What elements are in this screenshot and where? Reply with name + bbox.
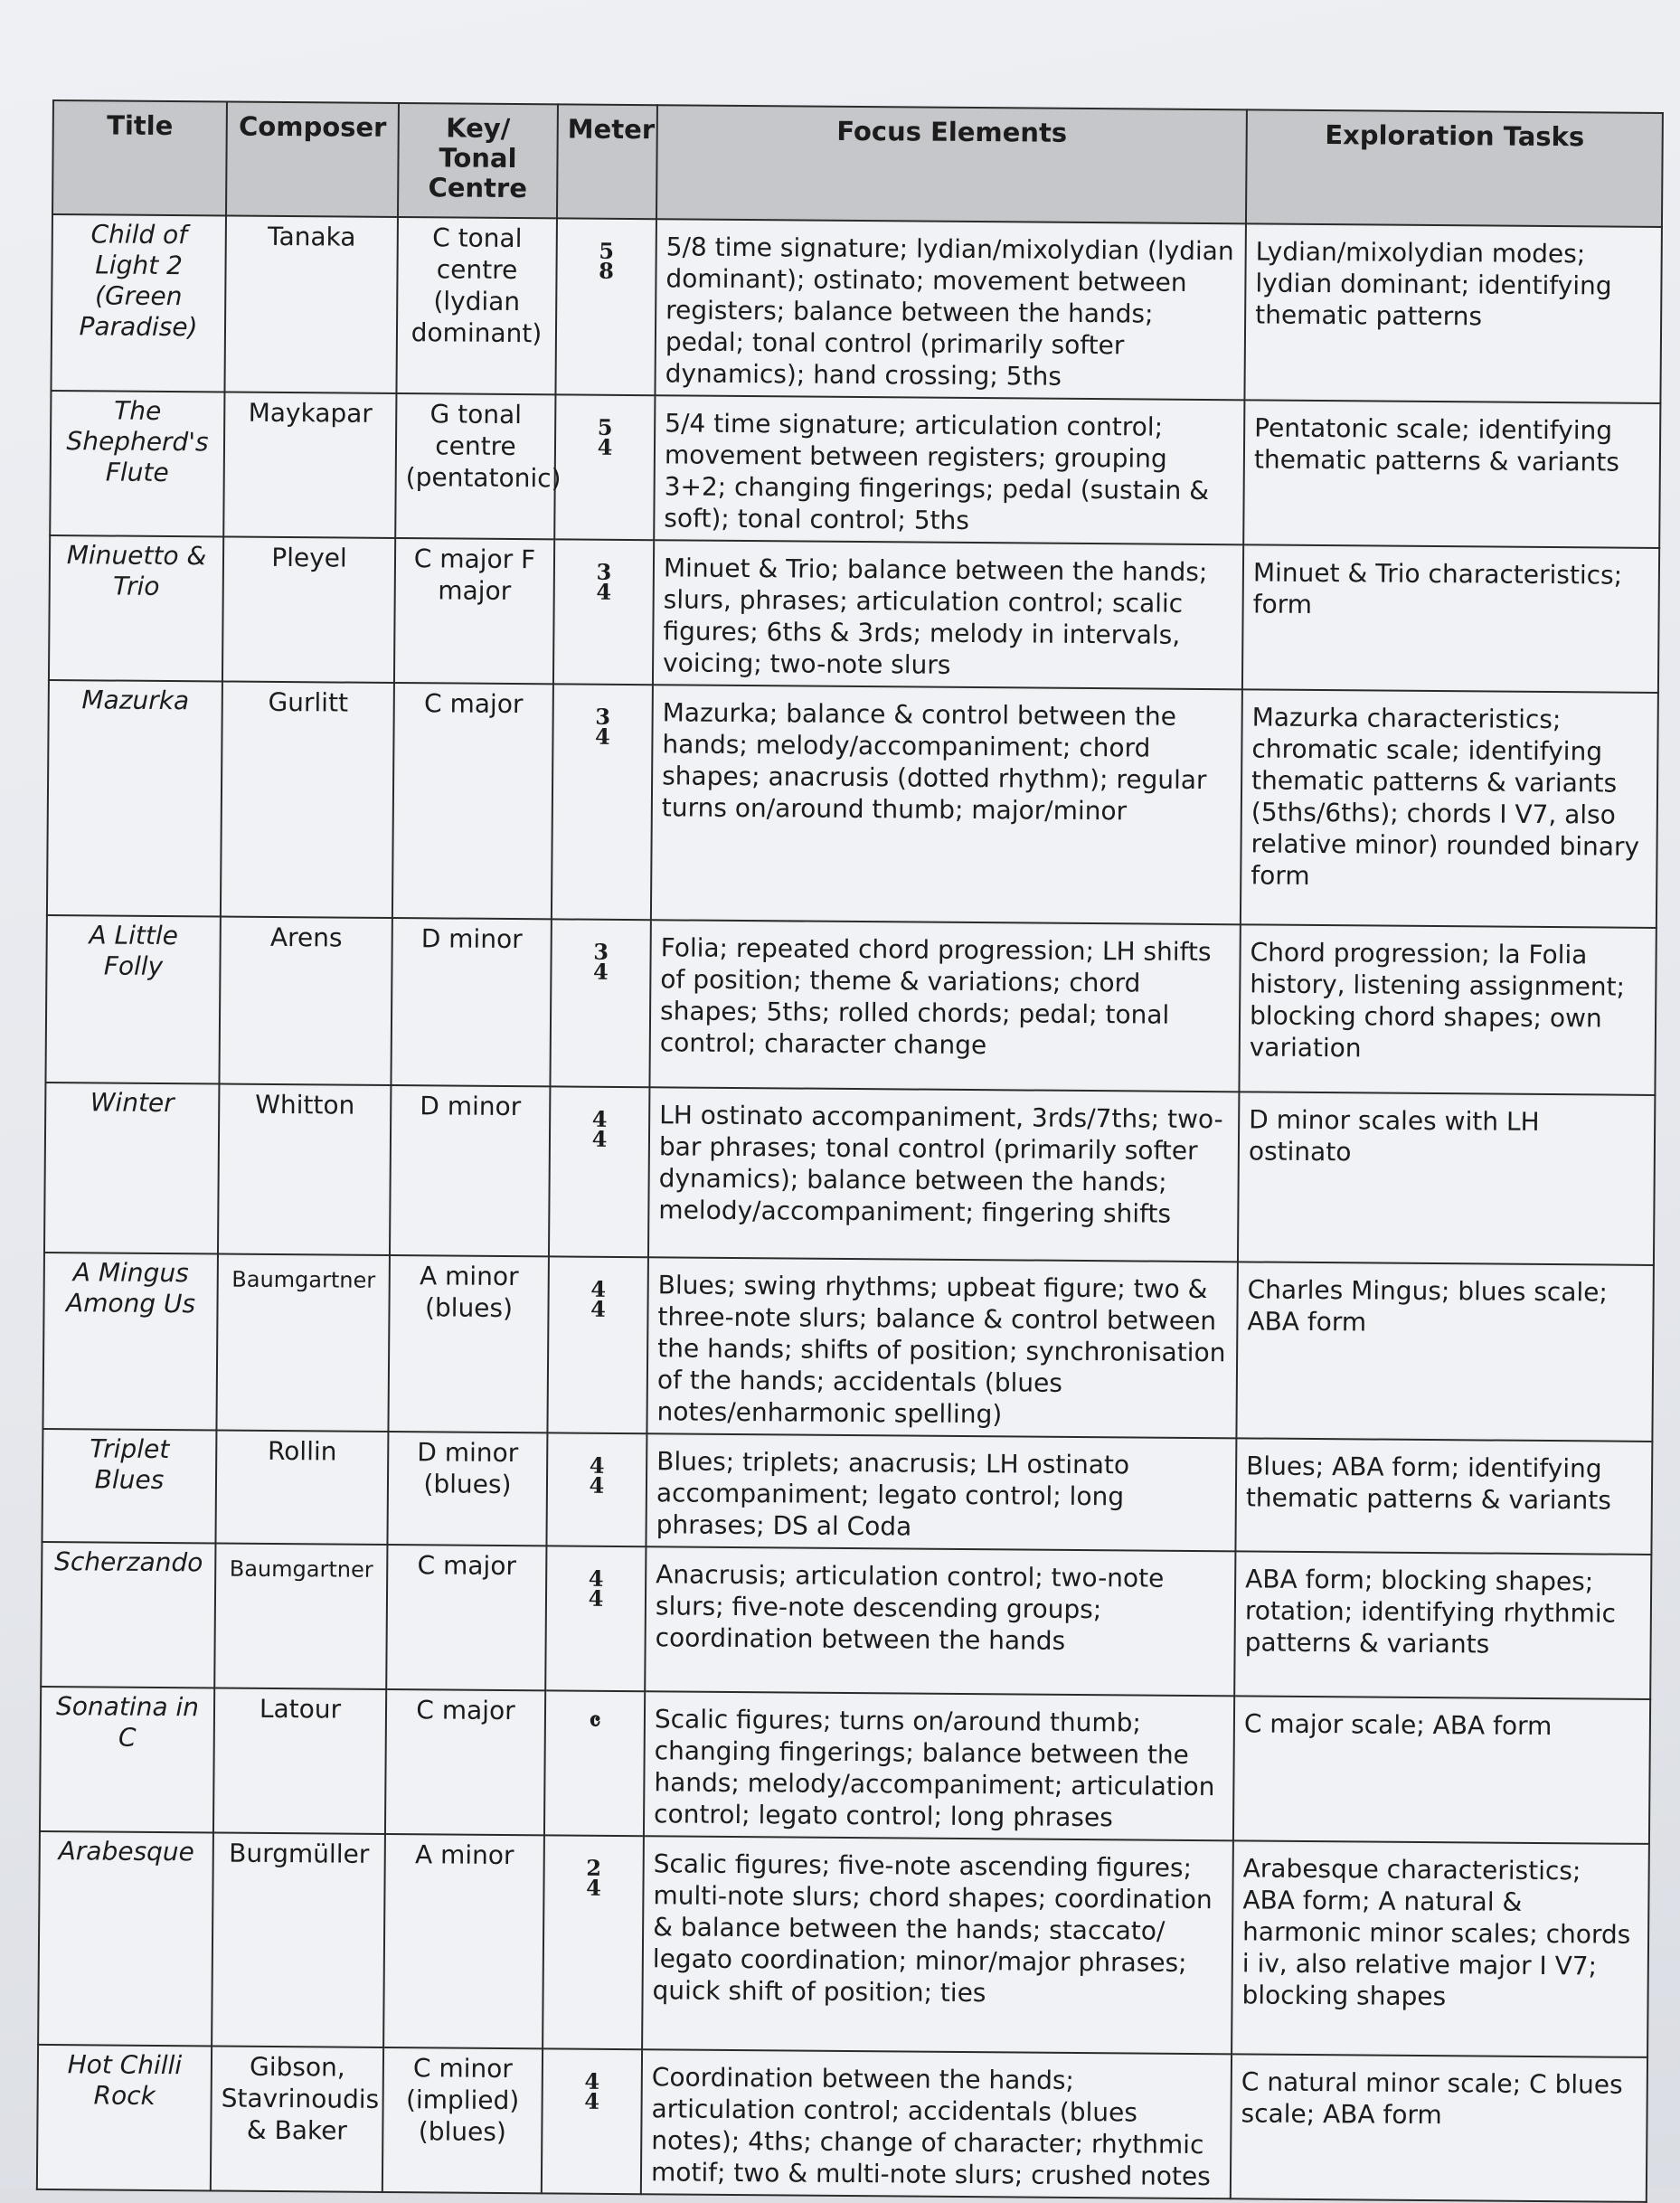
piece-exploration-tasks: ABA form; blocking shapes; rotation; identifying rhythmic patterns & variants: [1234, 1551, 1651, 1699]
piece-title: A Mingus Among Us: [42, 1253, 218, 1431]
time-signature: [588, 1565, 604, 1612]
piece-title: A Little Folly: [45, 915, 220, 1084]
piece-title: Minuetto & Trio: [49, 535, 223, 682]
repertoire-table-wrapper: [36, 99, 1662, 2203]
piece-composer: Whitton: [218, 1083, 391, 1254]
header-title: Title: [52, 100, 227, 216]
time-signature-numerator: 5: [599, 237, 615, 264]
time-signature: [591, 1105, 608, 1152]
time-signature-numerator: 3: [595, 703, 611, 730]
piece-exploration-tasks: Blues; ABA form; identifying thematic patterns & variants: [1235, 1438, 1652, 1555]
piece-meter: [550, 919, 650, 1087]
piece-meter: [553, 539, 654, 685]
piece-focus-elements: 5/4 time signature; articulation control; movement between registers; grouping 3+2; changing fingerings; pedal (sustain & soft); tonal control; 5ths: [654, 395, 1244, 544]
time-signature-denominator: 8: [599, 257, 614, 284]
piece-composer: Pleyel: [222, 537, 395, 683]
header-key: Key/ Tonal Centre: [398, 103, 558, 218]
time-signature-denominator: 4: [584, 2087, 600, 2114]
piece-exploration-tasks: Mazurka characteristics; chromatic scale; identifying thematic patterns & variants (5ths/6ths); chords I V7, also relative minor) rounded binary form: [1241, 689, 1658, 928]
piece-key: C major: [392, 683, 553, 919]
piece-title: Triplet Blues: [42, 1429, 216, 1544]
header-focus-elements: Focus Elements: [656, 105, 1247, 223]
table-row: [49, 535, 1659, 693]
time-signature-numerator: 4: [590, 1275, 607, 1302]
time-signature-numerator: 3: [596, 558, 612, 585]
piece-composer: Maykapar: [223, 392, 396, 538]
time-signature: [596, 558, 612, 605]
header-meter: Meter: [557, 104, 657, 219]
piece-meter: [549, 1086, 649, 1257]
piece-exploration-tasks: C natural minor scale; C blues scale; ABA form: [1231, 2054, 1647, 2202]
time-signature: [586, 1854, 602, 1901]
piece-key: C major: [386, 1545, 546, 1690]
piece-meter: [555, 218, 656, 395]
table-row: [42, 1253, 1653, 1442]
piece-composer: Rollin: [215, 1430, 388, 1544]
time-signature: [595, 703, 611, 750]
piece-title: Sonatina in C: [40, 1687, 214, 1833]
piece-exploration-tasks: Minuet & Trio characteristics; form: [1242, 544, 1659, 693]
piece-composer: Arens: [219, 916, 392, 1084]
piece-focus-elements: Coordination between the hands; articulation control; accidentals (blues notes); 4ths; change of character; rhythmic motif; two & multi-note slurs; crushed notes: [641, 2049, 1232, 2198]
piece-meter: [552, 684, 653, 920]
table-row: [37, 2045, 1647, 2202]
piece-focus-elements: Anacrusis; articulation control; two-note slurs; five-note descending groups; coordination between the hands: [645, 1546, 1235, 1696]
piece-focus-elements: Scalic figures; turns on/around thumb; changing fingerings; balance between the hands; melody/accompaniment; articulation control; legato control; long phrases: [644, 1691, 1234, 1840]
piece-exploration-tasks: Charles Mingus; blues scale; ABA form: [1236, 1262, 1654, 1442]
header-composer: Composer: [226, 102, 399, 217]
piece-composer: Burgmüller: [212, 1832, 385, 2047]
time-signature-numerator: 4: [584, 2067, 600, 2094]
piece-meter: [554, 394, 655, 540]
piece-meter: [546, 1432, 647, 1546]
piece-meter: [547, 1256, 648, 1433]
piece-focus-elements: Blues; triplets; anacrusis; LH ostinato accompaniment; legato control; long phrases; DS al Coda: [646, 1433, 1236, 1551]
piece-meter: [543, 1835, 644, 2049]
piece-exploration-tasks: Pentatonic scale; identifying thematic patterns & variants: [1243, 400, 1660, 548]
piece-focus-elements: Folia; repeated chord progression; LH shifts of position; theme & variations; chord shapes; 5ths; rolled chords; pedal; tonal control; character change: [649, 920, 1240, 1092]
time-signature-denominator: 4: [589, 1471, 605, 1499]
piece-focus-elements: Blues; swing rhythms; upbeat figure; two & three-note slurs; balance & control between the hands; shifts of position; synchronisation of the hands; accidentals (blues notes/enharmonic spelling): [647, 1257, 1238, 1438]
piece-key: C tonal centre (lydian dominant): [396, 217, 557, 394]
piece-composer: Baumgartner: [216, 1253, 390, 1431]
time-signature-denominator: 4: [592, 958, 609, 985]
piece-composer: Baumgartner: [214, 1543, 387, 1688]
time-signature: [599, 237, 615, 284]
header-row: [52, 100, 1663, 227]
piece-composer: Gibson, Stavrinoudis & Baker: [211, 2046, 383, 2191]
table-row: [45, 915, 1656, 1095]
piece-composer: Tanaka: [224, 216, 398, 393]
time-signature-denominator: 4: [596, 578, 612, 605]
piece-focus-elements: Minuet & Trio; balance between the hands; slurs, phrases; articulation control; scalic figures; 6ths & 3rds; melody in intervals, voicing; two-note slurs: [653, 540, 1243, 689]
table-row: [51, 214, 1661, 403]
time-signature-denominator: 4: [591, 1125, 608, 1152]
time-signature-denominator: 4: [590, 1295, 606, 1322]
piece-title: Arabesque: [38, 1831, 213, 2047]
piece-title: Mazurka: [47, 680, 222, 916]
time-signature-numerator: 5: [597, 413, 613, 440]
piece-key: D minor: [390, 1085, 550, 1256]
time-signature: [590, 1275, 607, 1322]
piece-exploration-tasks: C major scale; ABA form: [1233, 1696, 1650, 1844]
table-row: [42, 1429, 1652, 1555]
time-signature: [584, 2067, 600, 2114]
table-row: [38, 1831, 1649, 2057]
piece-key: D minor: [391, 918, 551, 1086]
piece-key: D minor (blues): [387, 1432, 547, 1546]
piece-key: A minor: [383, 1834, 544, 2048]
table-row: [41, 1542, 1651, 1699]
time-signature-numerator: 4: [588, 1565, 604, 1592]
table-row: [40, 1687, 1650, 1844]
table-row: [47, 680, 1658, 928]
header-exploration-tasks: Exploration Tasks: [1246, 109, 1663, 227]
piece-focus-elements: LH ostinato accompaniment, 3rds/7ths; two-bar phrases; tonal control (primarily softer dynamics); balance between the hands; melody/accompaniment; fingering shifts: [648, 1087, 1239, 1262]
time-signature-numerator: 4: [589, 1451, 605, 1479]
time-signature-denominator: 4: [597, 433, 613, 460]
piece-key: C major: [385, 1689, 545, 1835]
time-signature-numerator: 2: [586, 1854, 602, 1881]
piece-exploration-tasks: Lydian/mixolydian modes; lydian dominant; identifying thematic patterns: [1244, 223, 1662, 403]
piece-composer: Latour: [213, 1688, 386, 1833]
piece-title: The Shepherd's Flute: [50, 391, 224, 537]
piece-focus-elements: Scalic figures; five-note ascending figures; multi-note slurs; chord shapes; coordination & balance between the hands; staccato/ legato coordination; minor/major phrases; quick shift of position; ties: [642, 1836, 1233, 2054]
piece-meter: [545, 1546, 646, 1691]
piece-exploration-tasks: Chord progression; la Folia history, listening assignment; blocking chord shapes; own variation: [1239, 924, 1656, 1095]
time-signature: [597, 413, 613, 460]
piece-exploration-tasks: Arabesque characteristics; ABA form; A natural & harmonic minor scales; chords i iv, also relative major I V7; blocking shapes: [1232, 1840, 1649, 2057]
time-signature-denominator: 4: [588, 1584, 604, 1612]
piece-meter: [542, 2048, 642, 2194]
time-signature-numerator: 3: [593, 938, 609, 965]
piece-focus-elements: 5/8 time signature; lydian/mixolydian (lydian dominant); ostinato; movement between registers; balance between the hands; pedal; tonal control (primarily softer dynamics); hand crossing; 5ths: [655, 219, 1246, 400]
piece-key: C minor (implied) (blues): [382, 2047, 543, 2193]
piece-key: G tonal centre (pentatonic): [395, 393, 555, 539]
piece-meter: [544, 1690, 645, 1836]
piece-title: Child of Light 2 (Green Paradise): [51, 214, 226, 392]
piece-title: Hot Chilli Rock: [37, 2045, 212, 2191]
table-row: [50, 391, 1660, 548]
piece-title: Scherzando: [41, 1542, 215, 1688]
table-row: [44, 1083, 1655, 1265]
time-signature: [589, 1451, 605, 1499]
piece-title: Winter: [44, 1083, 219, 1254]
time-signature: [592, 938, 609, 985]
common-time-symbol: 𝄴: [589, 1706, 601, 1738]
time-signature-denominator: 4: [586, 1874, 601, 1901]
piece-key: A minor (blues): [388, 1255, 549, 1432]
time-signature-denominator: 4: [595, 723, 610, 750]
piece-key: C major F major: [394, 538, 554, 684]
piece-composer: Gurlitt: [221, 681, 394, 917]
piece-focus-elements: Mazurka; balance & control between the hands; melody/accompaniment; chord shapes; anacrusis (dotted rhythm); regular turns on/around thumb; major/minor: [651, 685, 1242, 924]
repertoire-table: [36, 99, 1664, 2203]
time-signature-numerator: 4: [591, 1105, 608, 1132]
piece-exploration-tasks: D minor scales with LH ostinato: [1238, 1092, 1655, 1265]
